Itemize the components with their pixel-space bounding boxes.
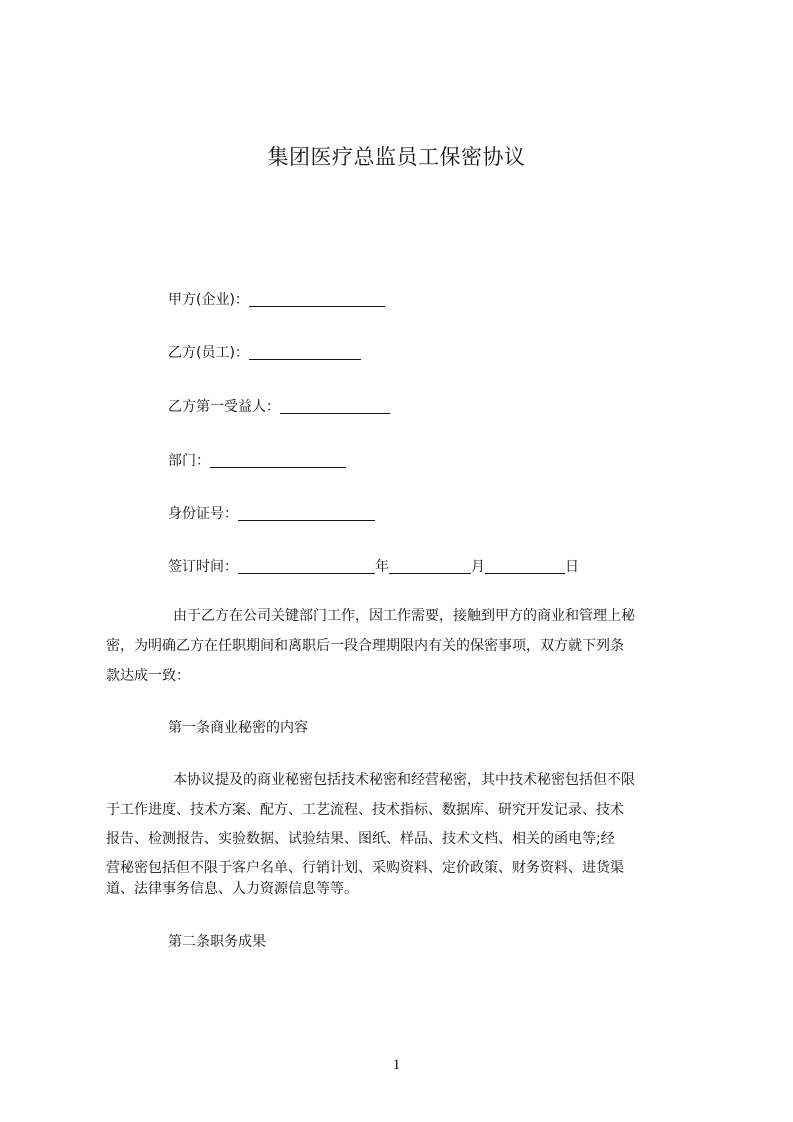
beneficiary-blank[interactable] bbox=[280, 398, 390, 414]
department-field bbox=[168, 451, 346, 471]
id-number-label: 身份证号： bbox=[168, 506, 238, 522]
beneficiary-label: 乙方第一受益人： bbox=[168, 399, 280, 415]
id-number-field bbox=[168, 504, 375, 524]
document-title: 集团医疗总监员工保密协议 bbox=[267, 145, 526, 169]
article-1-line-1: 本协议提及的商业秘密包括技术秘密和经营秘密，其中技术秘密包括但不限 bbox=[173, 772, 635, 788]
sign-time-label: 签订时间： bbox=[168, 559, 238, 575]
party-a-blank[interactable] bbox=[249, 291, 385, 307]
party-a-field bbox=[168, 290, 385, 310]
intro-line-1: 由于乙方在公司关键部门工作，因工作需要，接触到甲方的商业和管理上秘 bbox=[173, 608, 635, 624]
id-number-blank[interactable] bbox=[238, 505, 375, 521]
article-1-line-2: 于工作进度、技术方案、配方、工艺流程、技术指标、数据库、研究开发记录、技术 bbox=[106, 802, 624, 818]
department-blank[interactable] bbox=[210, 452, 346, 468]
party-a-label: 甲方(企业)： bbox=[168, 292, 249, 308]
sign-time-field bbox=[168, 557, 579, 577]
sign-year-blank[interactable] bbox=[238, 558, 375, 574]
article-1-line-3: 报告、检测报告、实验数据、试验结果、图纸、样品、技术文档、相关的函电等;经 bbox=[106, 831, 615, 847]
day-label: 日 bbox=[565, 559, 579, 575]
sign-day-blank[interactable] bbox=[485, 558, 565, 574]
sign-month-blank[interactable] bbox=[389, 558, 471, 574]
article-1-heading: 第一条商业秘密的内容 bbox=[168, 720, 308, 736]
party-b-label: 乙方(员工)： bbox=[168, 345, 249, 361]
year-label: 年 bbox=[375, 559, 389, 575]
party-b-blank[interactable] bbox=[249, 344, 361, 360]
article-1-line-5: 道、法律事务信息、人力资源信息等等。 bbox=[106, 881, 358, 897]
party-b-field bbox=[168, 343, 361, 363]
article-2-heading: 第二条职务成果 bbox=[168, 934, 266, 950]
intro-line-2: 密，为明确乙方在任职期间和离职后一段合理期限内有关的保密事项，双方就下列条 bbox=[106, 638, 624, 654]
month-label: 月 bbox=[471, 559, 485, 575]
article-1-line-4: 营秘密包括但不限于客户名单、行销计划、采购资料、定价政策、财务资料、进货渠 bbox=[106, 860, 624, 876]
beneficiary-field bbox=[168, 397, 390, 417]
page-number: 1 bbox=[392, 1057, 401, 1073]
intro-line-3: 款达成一致： bbox=[106, 668, 190, 684]
department-label: 部门： bbox=[168, 453, 210, 469]
